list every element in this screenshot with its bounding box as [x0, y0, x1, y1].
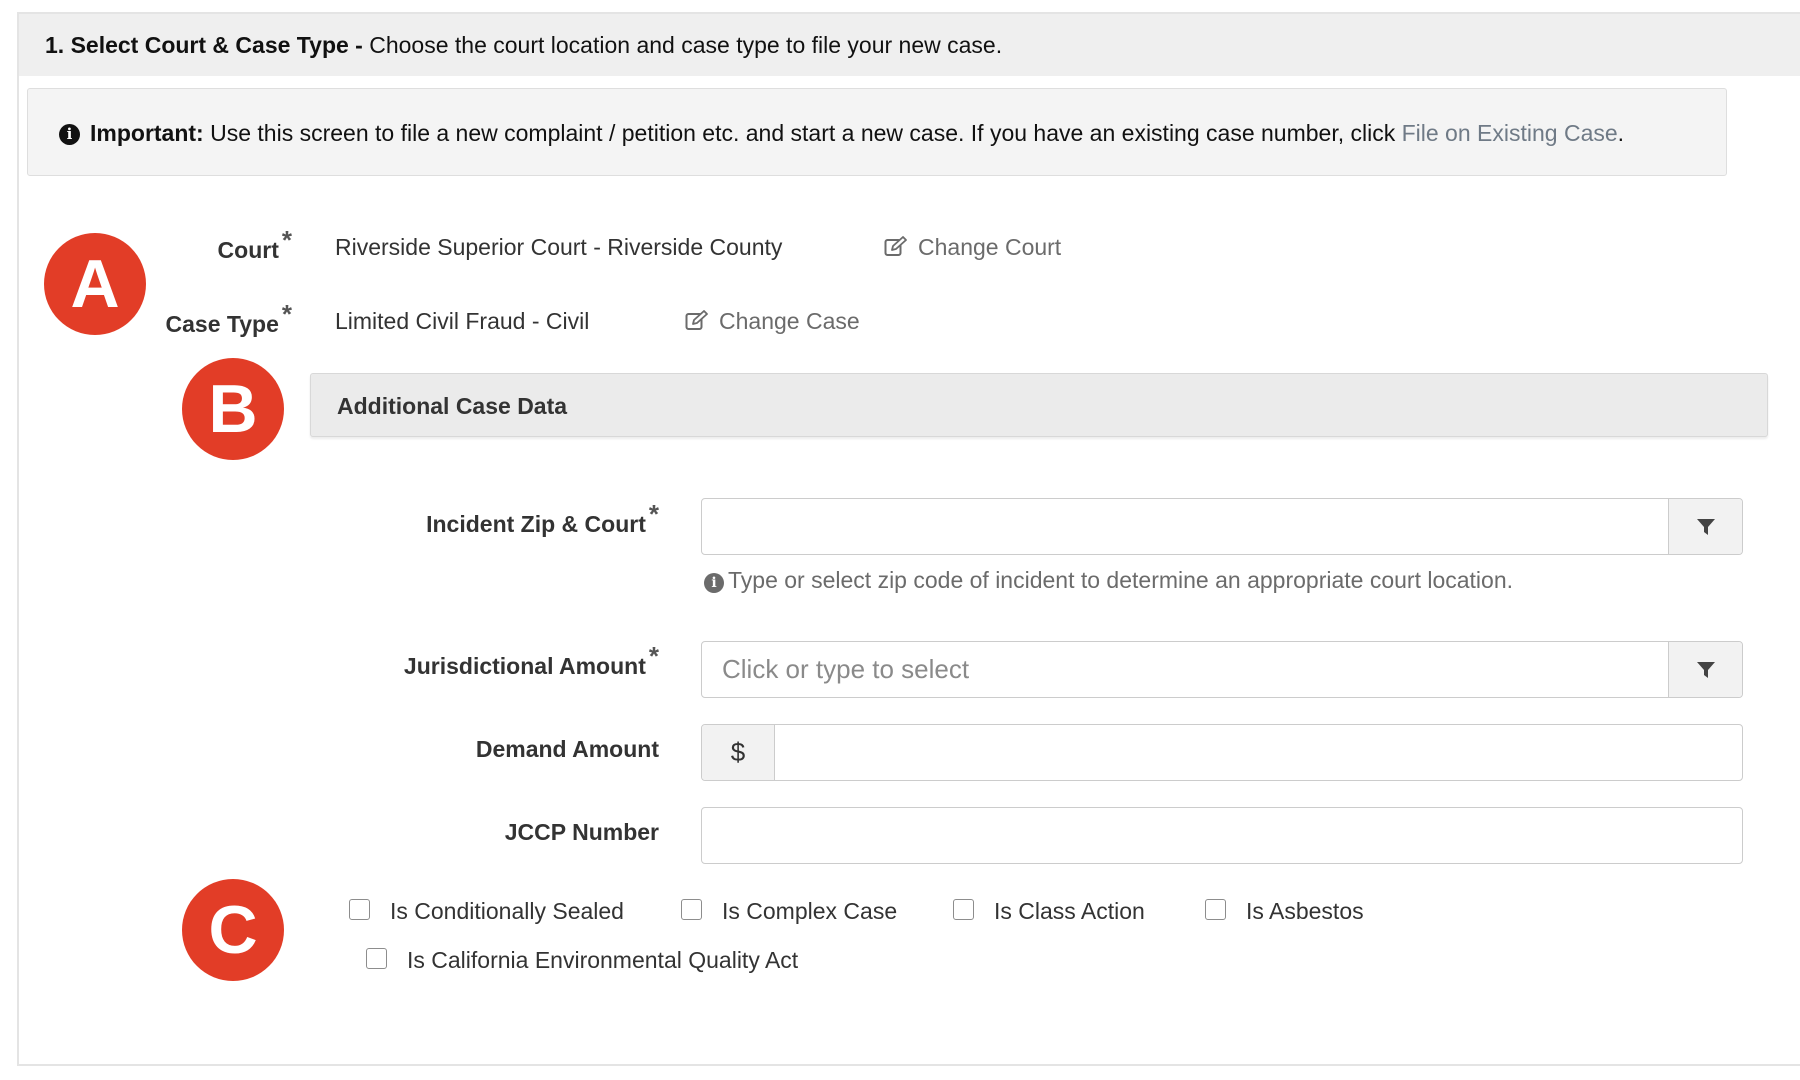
- checkbox-label: Is Conditionally Sealed: [390, 898, 624, 924]
- incident-zip-label-text: Incident Zip & Court: [426, 511, 646, 537]
- filter-icon: [1696, 517, 1716, 537]
- jccp-number-label: JCCP Number: [504, 819, 659, 845]
- important-alert: [27, 88, 1727, 176]
- jurisdictional-amount-filter-button[interactable]: [1668, 642, 1742, 697]
- dollar-addon: $: [702, 725, 775, 780]
- incident-zip-combobox[interactable]: [701, 498, 1743, 555]
- case-type-label-text: Case Type: [165, 311, 279, 337]
- annotation-badge-a: A: [44, 233, 146, 335]
- required-marker: *: [648, 499, 659, 529]
- file-on-existing-case-link[interactable]: File on Existing Case: [1401, 120, 1618, 146]
- info-circle-icon: i: [704, 573, 724, 593]
- demand-amount-label: Demand Amount: [475, 736, 659, 762]
- checkbox-asbestos[interactable]: [1205, 898, 1364, 925]
- checkbox-label: Is Class Action: [994, 898, 1145, 924]
- jurisdictional-amount-combobox[interactable]: [701, 641, 1743, 698]
- jurisdictional-amount-placeholder: Click or type to select: [722, 654, 970, 684]
- checkbox-box[interactable]: [1205, 899, 1226, 920]
- alert-text: Use this screen to file a new complaint / petition etc. and start a new case. If you have an existing case number, click: [203, 120, 1402, 146]
- alert-end: .: [1617, 120, 1625, 146]
- checkbox-box[interactable]: [953, 899, 974, 920]
- checkbox-conditionally-sealed[interactable]: [349, 898, 624, 925]
- required-marker: *: [281, 225, 292, 255]
- case-type-label: [165, 299, 292, 339]
- incident-zip-filter-button[interactable]: [1668, 499, 1742, 554]
- checkbox-class-action[interactable]: [953, 898, 1145, 925]
- jccp-number-input[interactable]: [701, 807, 1743, 864]
- required-marker: *: [281, 299, 292, 329]
- checkbox-complex-case[interactable]: [681, 898, 897, 925]
- edit-icon: [685, 310, 709, 332]
- jurisdictional-amount-label-text: Jurisdictional Amount: [403, 653, 646, 679]
- annotation-badge-b: B: [182, 358, 284, 460]
- court-label-text: Court: [217, 237, 279, 263]
- info-circle-icon: i: [59, 124, 80, 145]
- required-marker: *: [648, 641, 659, 671]
- incident-zip-help: [704, 567, 1513, 594]
- checkbox-box[interactable]: [349, 899, 370, 920]
- court-label: [217, 225, 292, 265]
- incident-zip-label: [426, 499, 659, 539]
- checkbox-label: Is California Environmental Quality Act: [407, 947, 799, 973]
- panel-header: [19, 14, 1800, 76]
- checkbox-label: Is Complex Case: [722, 898, 898, 924]
- additional-case-data-header[interactable]: Additional Case Data: [310, 373, 1768, 437]
- change-court-link[interactable]: [884, 234, 1061, 261]
- change-case-link[interactable]: [685, 308, 860, 335]
- alert-bold: Important:: [90, 120, 204, 146]
- annotation-badge-c: C: [182, 879, 284, 981]
- checkbox-ceqa[interactable]: [366, 947, 798, 974]
- checkbox-label: Is Asbestos: [1246, 898, 1364, 924]
- checkbox-box[interactable]: [681, 899, 702, 920]
- step-title: 1. Select Court & Case Type -: [45, 32, 363, 58]
- court-value: Riverside Superior Court - Riverside County: [335, 234, 783, 260]
- filter-icon: [1696, 660, 1716, 680]
- demand-amount-input[interactable]: [701, 724, 1743, 781]
- case-type-value: Limited Civil Fraud - Civil: [335, 308, 590, 334]
- change-case-label: Change Case: [719, 308, 860, 334]
- incident-zip-help-text: Type or select zip code of incident to determine an appropriate court location.: [728, 567, 1514, 593]
- checkbox-box[interactable]: [366, 948, 387, 969]
- step-description: Choose the court location and case type to file your new case.: [362, 32, 1003, 58]
- change-court-label: Change Court: [918, 234, 1062, 260]
- edit-icon: [884, 236, 908, 258]
- jurisdictional-amount-label: [403, 641, 659, 681]
